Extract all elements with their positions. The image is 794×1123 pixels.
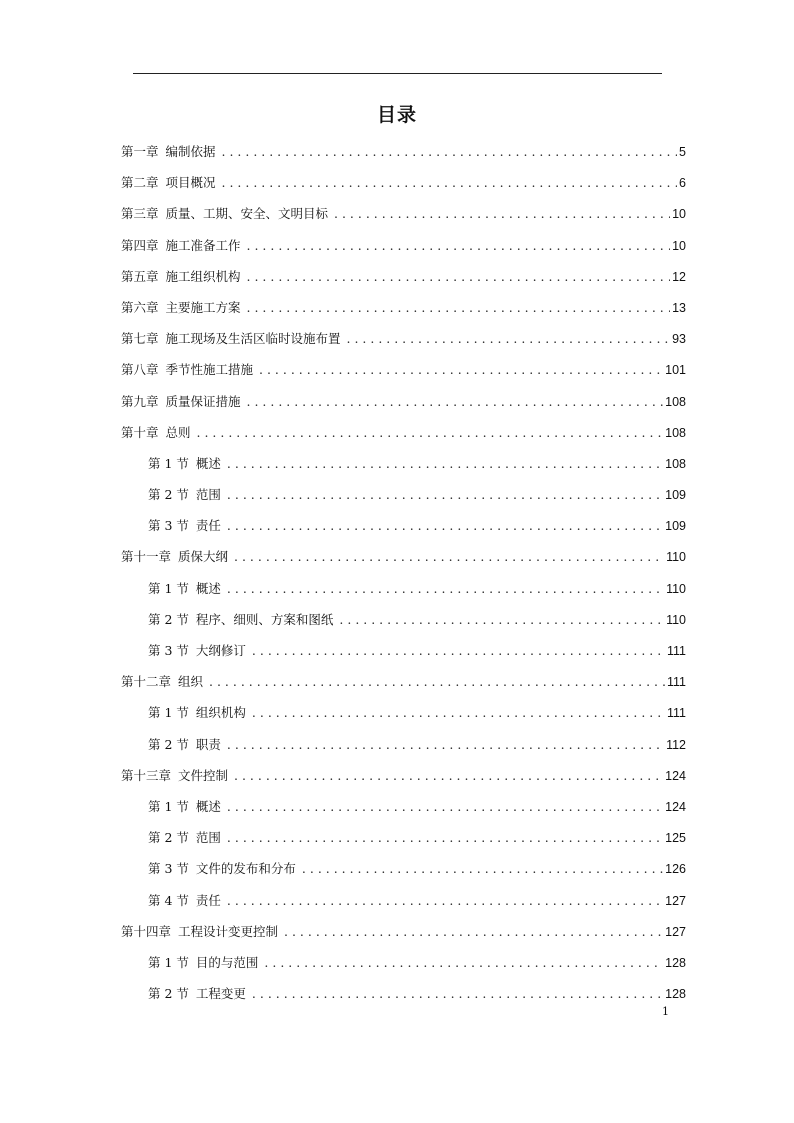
toc-entry-text: 施工组织机构: [165, 268, 241, 284]
toc-entry-number: 第七章: [121, 331, 159, 347]
toc-entry-text: 项目概况: [165, 175, 216, 191]
toc-entry-text: 程序、细则、方案和图纸: [195, 611, 334, 627]
toc-entry-label: [148, 828, 221, 846]
toc-entry-label: [148, 859, 296, 877]
toc-entry-page: 128: [665, 987, 686, 1002]
toc-entry-text: 组织机构: [195, 705, 246, 721]
toc-entry-text: 目的与范围: [195, 954, 259, 970]
toc-entry-number: 第 3 节: [148, 643, 189, 658]
toc-dot-leader: [222, 175, 678, 190]
toc-dot-leader: [227, 893, 663, 908]
toc-entry-number: 第 1 节: [148, 798, 189, 814]
toc-dot-leader: [302, 861, 663, 876]
toc-entry[interactable]: [121, 703, 686, 734]
toc-entry[interactable]: [121, 610, 686, 641]
toc-entry-text: 施工现场及生活区临时设施布置: [165, 331, 341, 347]
toc-entry-label: [148, 579, 221, 597]
toc-entry-label: [121, 672, 203, 690]
toc-entry-number: 第十三章: [121, 767, 172, 783]
toc-entry-number: 第十四章: [121, 923, 172, 939]
toc-dot-leader: [227, 830, 663, 845]
toc-entry-page: 108: [665, 394, 686, 409]
toc-entry-text: 编制依据: [165, 144, 216, 159]
toc-entry-label: [148, 953, 258, 971]
toc-entry-number: 第 2 节: [148, 986, 189, 1002]
toc-entry-page: 111: [666, 706, 686, 721]
toc-entry-label: [121, 360, 253, 378]
toc-dot-leader: [227, 487, 663, 502]
toc-entry-label: [121, 547, 228, 565]
toc-entry-label: [148, 984, 246, 1002]
toc-dot-leader: [247, 269, 671, 284]
toc-entry-page: 5: [679, 145, 686, 159]
toc-entry-page: 93: [672, 332, 686, 347]
toc-list: [121, 142, 686, 1015]
toc-entry-page: 108: [665, 456, 686, 471]
toc-entry-label: [121, 267, 241, 285]
toc-dot-leader: [234, 768, 663, 783]
toc-dot-leader: [227, 799, 663, 814]
toc-entry-page: 10: [672, 207, 686, 222]
toc-entry[interactable]: [121, 859, 686, 890]
toc-entry-number: 第十二章: [121, 674, 172, 690]
toc-entry[interactable]: [121, 579, 686, 610]
toc-entry-text: 质量保证措施: [165, 393, 241, 409]
toc-entry-number: 第六章: [121, 299, 159, 315]
toc-entry-text: 组织: [178, 674, 204, 690]
toc-entry[interactable]: [121, 454, 686, 485]
toc-dot-leader: [227, 737, 664, 752]
toc-entry-number: 第 2 节: [148, 830, 189, 846]
toc-entry-page: 10: [672, 238, 686, 253]
toc-dot-leader: [227, 456, 663, 471]
toc-entry[interactable]: [121, 236, 686, 267]
toc-entry-page: 111: [666, 675, 686, 690]
toc-entry-page: 126: [665, 862, 686, 877]
toc-entry-label: [148, 454, 221, 472]
toc-entry-text: 责任: [195, 892, 221, 908]
toc-entry[interactable]: [121, 142, 686, 173]
toc-entry-label: [148, 610, 333, 628]
toc-entry-page: 12: [672, 269, 686, 284]
toc-dot-leader: [259, 362, 663, 377]
toc-entry-number: 第 1 节: [148, 954, 189, 970]
toc-entry-label: [148, 516, 221, 534]
toc-entry-text: 质保大纲: [178, 549, 229, 565]
toc-entry[interactable]: [121, 485, 686, 516]
toc-entry-number: 第 2 节: [148, 487, 189, 503]
toc-entry-text: 范围: [195, 830, 221, 846]
toc-entry-number: 第 4 节: [148, 892, 189, 908]
toc-dot-leader: [227, 518, 663, 533]
toc-entry-label: [121, 423, 191, 441]
toc-entry-page: 110: [666, 581, 686, 596]
toc-entry-page: 108: [665, 425, 686, 440]
toc-entry[interactable]: [121, 984, 686, 1015]
toc-entry-label: [148, 703, 246, 721]
toc-dot-leader: [264, 955, 663, 970]
toc-dot-leader: [252, 986, 663, 1001]
toc-entry-number: 第一章: [121, 144, 159, 159]
toc-entry-text: 概述: [195, 455, 221, 471]
toc-dot-leader: [247, 394, 664, 409]
toc-entry[interactable]: [121, 423, 686, 454]
toc-entry-page: 111: [666, 644, 686, 658]
toc-dot-leader: [347, 331, 671, 346]
toc-entry-text: 职责: [195, 736, 221, 752]
toc-entry-number: 第四章: [121, 237, 159, 253]
toc-dot-leader: [197, 425, 664, 440]
toc-entry-label: [148, 797, 221, 815]
toc-entry-number: 第 1 节: [148, 705, 189, 721]
toc-entry-label: [121, 922, 278, 940]
toc-entry-text: 总则: [165, 424, 191, 440]
toc-entry-page: 101: [665, 363, 686, 378]
toc-entry-text: 季节性施工措施: [165, 362, 254, 378]
toc-dot-leader: [284, 924, 663, 939]
toc-entry-page: 124: [665, 768, 686, 783]
toc-entry-number: 第 3 节: [148, 861, 189, 877]
toc-entry-text: 范围: [195, 487, 221, 503]
toc-entry-page: 127: [665, 924, 686, 939]
toc-entry[interactable]: [121, 672, 686, 703]
toc-dot-leader: [334, 206, 670, 221]
toc-entry-number: 第 3 节: [148, 518, 189, 534]
toc-entry-text: 文件控制: [178, 767, 229, 783]
page-number: 1: [662, 1005, 669, 1018]
toc-entry[interactable]: [121, 298, 686, 329]
toc-entry-number: 第 2 节: [148, 736, 189, 752]
toc-entry[interactable]: [121, 766, 686, 797]
toc-entry-label: [148, 891, 221, 909]
toc-title: 目录: [376, 104, 417, 126]
toc-entry[interactable]: [121, 267, 686, 298]
toc-entry-label: [148, 735, 221, 753]
toc-entry[interactable]: [121, 360, 686, 391]
header-rule: [133, 73, 662, 74]
toc-entry-label: [121, 329, 341, 347]
toc-entry-number: 第五章: [121, 268, 159, 284]
toc-entry-label: [148, 641, 246, 659]
toc-entry-text: 工程设计变更控制: [178, 923, 279, 939]
toc-entry[interactable]: [121, 547, 686, 578]
toc-entry[interactable]: [121, 797, 686, 828]
toc-dot-leader: [209, 674, 665, 689]
toc-entry-text: 概述: [195, 798, 221, 814]
toc-entry-page: 109: [665, 488, 686, 503]
toc-entry-text: 大纲修订: [195, 643, 246, 658]
toc-entry-label: [121, 142, 216, 160]
toc-entry-text: 文件的发布和分布: [195, 861, 296, 877]
toc-entry-page: 112: [666, 737, 686, 752]
toc-entry-label: [148, 485, 221, 503]
toc-entry-number: 第八章: [121, 362, 159, 378]
toc-entry-page: 124: [665, 799, 686, 814]
toc-entry-page: 6: [679, 176, 686, 191]
toc-entry-text: 主要施工方案: [165, 299, 241, 315]
toc-entry[interactable]: [121, 828, 686, 859]
toc-entry-number: 第十一章: [121, 549, 172, 565]
toc-entry[interactable]: [121, 953, 686, 984]
toc-entry-number: 第三章: [121, 206, 159, 222]
toc-entry-text: 施工准备工作: [165, 237, 241, 253]
toc-entry-label: [121, 766, 228, 784]
toc-entry[interactable]: [121, 922, 686, 953]
toc-entry-number: 第十章: [121, 424, 159, 440]
toc-dot-leader: [247, 238, 671, 253]
toc-entry-label: [121, 298, 241, 316]
toc-entry[interactable]: [121, 516, 686, 547]
toc-dot-leader: [252, 643, 665, 658]
toc-entry-label: [121, 392, 241, 410]
toc-entry[interactable]: [121, 173, 686, 204]
toc-entry-page: 110: [666, 612, 686, 627]
toc-entry[interactable]: [121, 329, 686, 360]
toc-entry[interactable]: [121, 891, 686, 922]
toc-entry-page: 13: [672, 300, 686, 315]
toc-entry-text: 责任: [195, 518, 221, 534]
toc-entry[interactable]: [121, 204, 686, 235]
toc-entry[interactable]: [121, 392, 686, 423]
toc-entry-page: 127: [665, 893, 686, 908]
toc-entry-text: 概述: [195, 580, 221, 596]
toc-dot-leader: [339, 612, 664, 627]
toc-entry-number: 第 2 节: [148, 611, 189, 627]
toc-dot-leader: [247, 300, 671, 315]
toc-entry-page: 128: [665, 955, 686, 970]
toc-dot-leader: [234, 549, 664, 564]
toc-dot-leader: [227, 581, 664, 596]
toc-entry-text: 工程变更: [195, 986, 246, 1002]
toc-entry-label: [121, 204, 328, 222]
toc-entry-page: 125: [665, 831, 686, 846]
toc-entry[interactable]: [121, 735, 686, 766]
toc-entry-label: [121, 236, 241, 254]
toc-dot-leader: [252, 705, 665, 720]
toc-entry-page: 110: [666, 550, 686, 565]
toc-entry-page: 109: [665, 519, 686, 534]
toc-entry-number: 第九章: [121, 393, 159, 409]
toc-entry[interactable]: [121, 641, 686, 672]
toc-entry-number: 第 1 节: [148, 455, 189, 471]
toc-dot-leader: [222, 144, 678, 159]
toc-entry-label: [121, 173, 216, 191]
toc-entry-number: 第二章: [121, 175, 159, 191]
toc-entry-text: 质量、工期、安全、文明目标: [165, 206, 329, 222]
toc-entry-number: 第 1 节: [148, 580, 189, 596]
